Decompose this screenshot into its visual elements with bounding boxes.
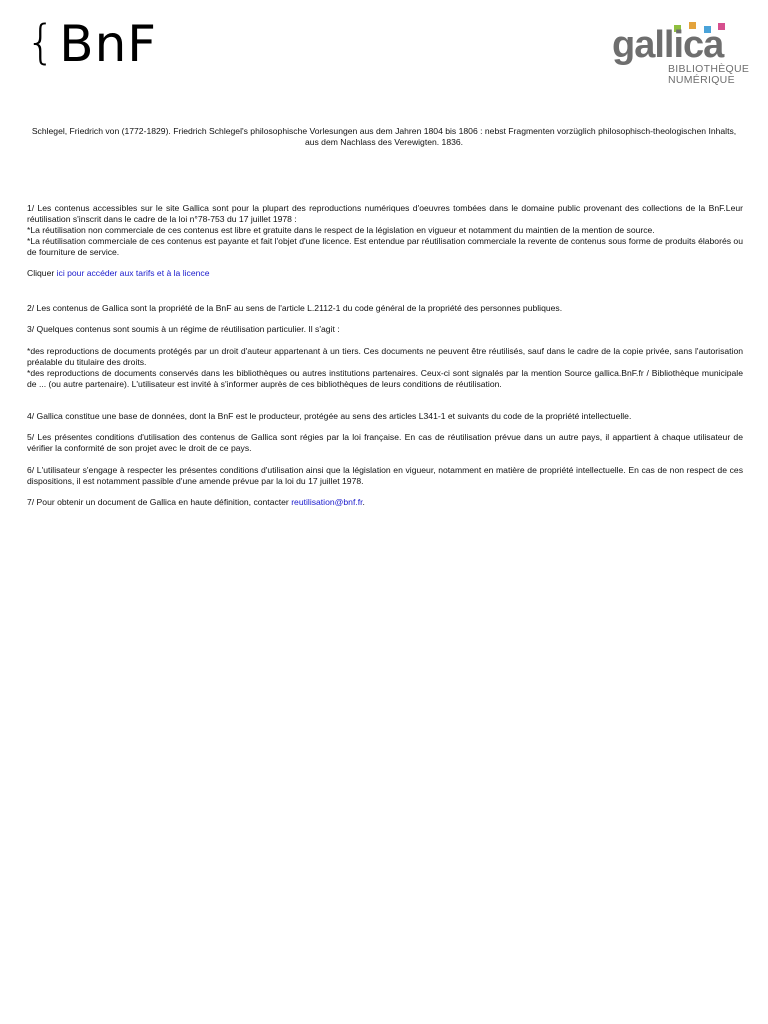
bnf-logo-brace: {: [26, 15, 56, 69]
condition-5: 5/ Les présentes conditions d'utilisation des contenus de Gallica sont régies par la loi française. En cas de réutilisation prévue dans un autre pays, il appartient à chaque utilisateur de vérifier la conformité de son projet avec le droit de ce pays.: [27, 432, 743, 453]
condition-7-prefix: 7/ Pour obtenir un document de Gallica en haute définition, contacter: [27, 497, 292, 507]
condition-3-items: [27, 346, 743, 390]
conditions-of-use: [27, 203, 743, 508]
license-link[interactable]: ici pour accéder aux tarifs et à la licence: [56, 268, 210, 278]
bnf-logo: [26, 15, 158, 73]
gallica-subtitle-line1: BIBLIOTHÈQUE: [668, 63, 750, 75]
condition-1-commercial: *La réutilisation commerciale de ces contenus est payante et fait l'objet d'une licence. Est entendue par réutilisation commerciale la revente de contenus sous forme de produits élaborés ou de fourniture de service.: [27, 236, 743, 257]
condition-6: 6/ L'utilisateur s'engage à respecter les présentes conditions d'utilisation ainsi que la législation en vigueur, notamment en matière de propriété intellectuelle. En cas de non respect de ces dispositions, il est notamment passible d'une amende prévue par la loi du 17 juillet 1978.: [27, 465, 743, 486]
condition-3-item-copyright: *des reproductions de documents protégés par un droit d'auteur appartenant à un tiers. Ces documents ne peuvent être réutilisés, sauf dans le cadre de la copie privée, sans l'autorisation préalable du titulaire des droits.: [27, 346, 743, 367]
condition-1-noncommercial: *La réutilisation non commerciale de ces contenus est libre et gratuite dans le respect de la législation en vigueur et notamment du maintien de la mention de source.: [27, 225, 655, 235]
contact-email-link[interactable]: reutilisation@bnf.fr: [291, 497, 363, 507]
document-citation: Schlegel, Friedrich von (1772-1829). Friedrich Schlegel's philosophische Vorlesungen aus dem Jahren 1804 bis 1806 : nebst Fragmenten vorzüglich philosophisch-theologischen Inhalts, aus dem Nachlass des Verewigten. 1836.: [31, 126, 737, 147]
condition-3-item-partners: *des reproductions de documents conservés dans les bibliothèques ou autres institutions partenaires. Ceux-ci sont signalés par la mention Source gallica.BnF.fr / Bibliothèque municipale de ... (ou autre partenaire). L'utilisateur est invité à s'informer auprès de ces bibliothèques de leurs conditions de réutilisation.: [27, 368, 743, 389]
condition-7: [27, 497, 743, 508]
condition-4: 4/ Gallica constitue une base de données, dont la BnF est le producteur, protégée au sens des articles L341-1 et suivants du code de la propriété intellectuelle.: [27, 411, 632, 421]
gallica-logo: [612, 22, 750, 92]
condition-3: 3/ Quelques contenus sont soumis à un régime de réutilisation particulier. Il s'agit :: [27, 324, 340, 334]
condition-2: 2/ Les contenus de Gallica sont la propriété de la BnF au sens de l'article L.2112-1 du code général de la propriété des personnes publiques.: [27, 303, 563, 313]
license-link-prefix: Cliquer: [27, 268, 57, 278]
condition-1: [27, 203, 743, 258]
gallica-subtitle-line2: NUMÉRIQUE: [668, 74, 735, 86]
condition-1-intro: 1/ Les contenus accessibles sur le site Gallica sont pour la plupart des reproductions numériques d'oeuvres tombées dans le domaine public provenant des collections de la BnF.Leur réutilisation s'inscrit dans le cadre de la loi n°78-753 du 17 juillet 1978 :: [27, 203, 743, 224]
gallica-logo-word: gallica: [612, 24, 724, 66]
license-link-line: [27, 268, 743, 279]
bnf-logo-text: BnF: [59, 15, 158, 73]
gallica-logo-subtitle: [668, 64, 749, 86]
condition-7-suffix: .: [362, 497, 365, 507]
